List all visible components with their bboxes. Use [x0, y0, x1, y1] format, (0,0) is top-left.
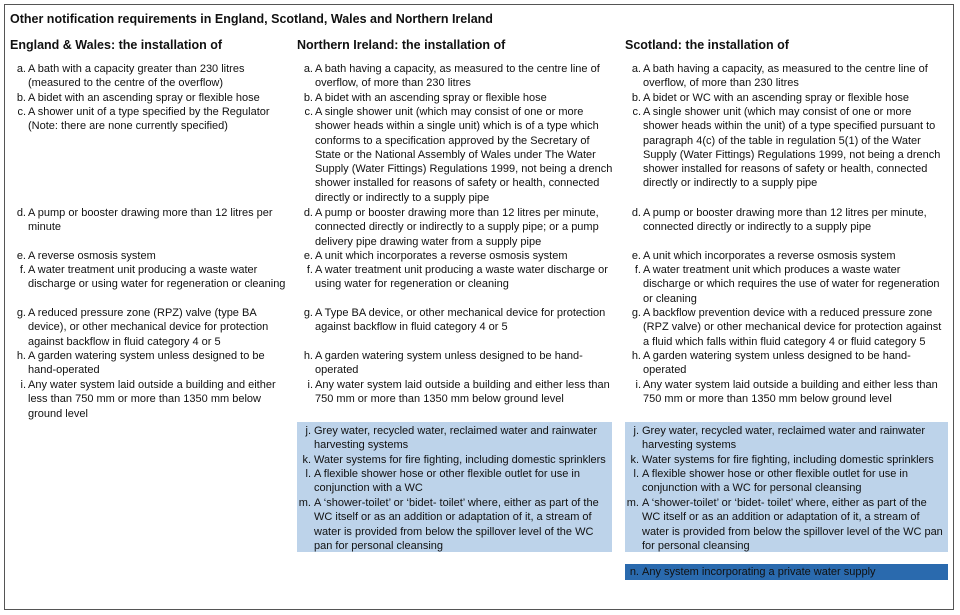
item-text: A backflow prevention device with a reduced pressure zone (RPZ valve) or other mechanical device for protection against a fluid which falls within fluid category 4 or fluid category 5 — [643, 307, 942, 348]
list-item — [625, 249, 948, 263]
item-marker: f. — [634, 264, 641, 276]
item-marker: i. — [307, 379, 313, 391]
list-item — [297, 249, 614, 263]
item-text: A flexible shower hose or other flexible outlet for use in conjunction with a WC for personal cleansing — [642, 468, 908, 495]
item-marker: h. — [631, 350, 641, 362]
list-item — [625, 306, 948, 349]
list-item — [297, 263, 614, 292]
list-item — [10, 263, 292, 292]
item-text: A garden watering system unless designed to be hand-operated — [315, 350, 583, 377]
page-title: Other notification requirements in England, Scotland, Wales and Northern Ireland — [10, 12, 493, 26]
item-text: A garden watering system unless designed to be hand-operated — [28, 350, 265, 377]
item-marker: g. — [303, 307, 313, 319]
item-text: A bath having a capacity, as measured to the centre line of overflow, of more than 230 litres — [315, 63, 600, 90]
list-item — [10, 249, 292, 263]
item-text: A ‘shower-toilet’ or ‘bidet- toilet’ where, either as part of the WC itself or as an addition or adaptation of it, a stream of water is provided from below the spillover level of the WC pan for personal cleansing — [642, 497, 943, 552]
item-text: A Type BA device, or other mechanical device for protection against backflow in fluid category 4 or 5 — [315, 307, 606, 334]
item-marker: b. — [631, 92, 641, 104]
list-item — [297, 453, 614, 467]
item-marker: n. — [629, 566, 639, 578]
list-item — [625, 206, 948, 235]
item-marker: m. — [298, 497, 311, 509]
item-text: Any system incorporating a private water supply — [642, 566, 876, 578]
item-text: A single shower unit (which may consist of one or more shower heads within the unit) of a type specified pursuant to paragraph 4(c) of the table in regulation 5(1) of the Water Supply (Water Fittings) Regulations 1999, not being a drench shower installed for reasons of safety or health, connected directly or indirectly to a supply pipe — [643, 106, 941, 190]
item-text: Any water system laid outside a building and either less than 750 mm or more than 1350 mm below ground level — [315, 379, 610, 406]
item-marker: g. — [16, 307, 26, 319]
item-marker: g. — [631, 307, 641, 319]
column-northern-ireland — [297, 38, 614, 552]
item-marker: b. — [16, 92, 26, 104]
list-item — [625, 91, 948, 105]
item-marker: e. — [303, 250, 313, 262]
item-marker: k. — [630, 454, 639, 466]
item-marker: d. — [16, 207, 26, 219]
item-marker: e. — [16, 250, 26, 262]
list-item — [10, 62, 292, 91]
item-text: A reverse osmosis system — [28, 250, 156, 262]
item-marker: i. — [635, 379, 641, 391]
item-marker: c. — [632, 106, 641, 118]
list-item — [625, 349, 948, 378]
item-text: A garden watering system unless designed to be hand-operated — [643, 350, 911, 377]
item-marker: j. — [633, 425, 639, 437]
item-marker: i. — [20, 379, 26, 391]
list-item — [625, 378, 948, 407]
item-text: A ‘shower-toilet’ or ‘bidet- toilet’ where, either as part of the WC itself or as an addition or adaptation of it, a stream of water is provided from below the spillover level of the WC pan for personal cleansing — [314, 497, 599, 552]
item-marker: h. — [16, 350, 26, 362]
column-heading: Scotland: the installation of — [625, 38, 789, 52]
item-text: A unit which incorporates a reverse osmosis system — [643, 250, 896, 262]
column-heading: Northern Ireland: the installation of — [297, 38, 506, 52]
column-england-wales — [10, 38, 292, 420]
item-marker: j. — [305, 425, 311, 437]
item-marker: f. — [19, 264, 26, 276]
item-marker: a. — [631, 63, 641, 75]
item-marker: a. — [16, 63, 26, 75]
item-text: A water treatment unit which produces a waste water discharge or which requires the use of water for regeneration or cleaning — [643, 264, 940, 305]
item-text: Any water system laid outside a building and either less than 750 mm or more than 1350 mm below ground level — [643, 379, 938, 406]
item-text: A bidet with an ascending spray or flexible hose — [28, 92, 260, 104]
list-item — [625, 62, 948, 91]
item-text: Any water system laid outside a building and either less than 750 mm or more than 1350 mm below ground level — [28, 379, 276, 420]
item-text: Grey water, recycled water, reclaimed water and rainwater harvesting systems — [314, 425, 598, 452]
item-marker: h. — [303, 350, 313, 362]
item-text: Water systems for fire fighting, including domestic sprinklers — [642, 454, 934, 466]
list-item — [625, 263, 948, 306]
item-text: A bath having a capacity, as measured to the centre line of overflow, of more than 230 litres — [643, 63, 928, 90]
item-marker: k. — [302, 454, 311, 466]
list-item — [10, 349, 292, 378]
list-item — [297, 62, 614, 91]
list-item — [10, 206, 292, 235]
list-item — [10, 378, 292, 421]
item-marker: m. — [626, 497, 639, 509]
item-marker: d. — [303, 207, 313, 219]
item-text: Grey water, recycled water, reclaimed water and rainwater harvesting systems — [642, 425, 926, 452]
item-marker: c. — [17, 106, 26, 118]
item-text: A pump or booster drawing more than 12 litres per minute — [28, 207, 273, 234]
list-item — [625, 565, 948, 579]
list-item — [10, 306, 292, 349]
item-text: A pump or booster drawing more than 12 litres per minute, connected directly or indirectly to a supply pipe — [643, 207, 927, 234]
list-item — [625, 496, 948, 553]
item-text: A water treatment unit producing a waste water discharge or using water for regeneration or cleaning — [315, 264, 608, 291]
list-item — [625, 424, 948, 453]
list-item — [297, 378, 614, 407]
list-item — [10, 105, 292, 134]
item-text: A bidet or WC with an ascending spray or flexible hose — [643, 92, 909, 104]
item-marker: c. — [304, 106, 313, 118]
item-text: A reduced pressure zone (RPZ) valve (type BA device), or other mechanical device for protection against backflow in fluid category 4 or 5 — [28, 307, 269, 348]
list-item — [297, 467, 614, 496]
item-text: A flexible shower hose or other flexible outlet for use in conjunction with a WC — [314, 468, 580, 495]
list-item — [297, 206, 614, 249]
item-text: A unit which incorporates a reverse osmosis system — [315, 250, 568, 262]
item-marker: l. — [305, 468, 311, 480]
item-marker: a. — [303, 63, 313, 75]
list-item — [297, 349, 614, 378]
item-marker: e. — [631, 250, 641, 262]
list-item — [297, 105, 614, 205]
item-marker: f. — [306, 264, 313, 276]
list-item — [297, 306, 614, 335]
list-item — [625, 105, 948, 191]
item-text: Water systems for fire fighting, including domestic sprinklers — [314, 454, 606, 466]
item-text: A pump or booster drawing more than 12 litres per minute, connected directly or indirectly to a supply pipe; or a pump delivery pipe drawing water from a supply pipe — [315, 207, 599, 248]
item-marker: d. — [631, 207, 641, 219]
list-item — [297, 91, 614, 105]
column-scotland — [625, 38, 948, 578]
item-text: A shower unit of a type specified by the Regulator (Note: there are none currently specified) — [28, 106, 270, 133]
item-text: A bidet with an ascending spray or flexible hose — [315, 92, 547, 104]
list-item — [625, 453, 948, 467]
list-item — [297, 496, 614, 553]
item-marker: l. — [633, 468, 639, 480]
item-text: A water treatment unit producing a waste water discharge or using water for regeneration or cleaning — [28, 264, 286, 291]
list-item — [297, 424, 614, 453]
item-text: A bath with a capacity greater than 230 litres (measured to the centre of the overflow) — [28, 63, 245, 90]
column-heading: England & Wales: the installation of — [10, 38, 223, 52]
item-marker: b. — [303, 92, 313, 104]
item-text: A single shower unit (which may consist of one or more shower heads within a single unit) which is of a type which conforms to a specification approved by the Secretary of State or the National Assembly of Wales under The Water Supply (Water Fittings) Regulations 1999, not being a drench shower installed for reasons of safety or health, connected directly or indirectly to a supply pipe — [315, 106, 613, 204]
list-item — [10, 91, 292, 105]
list-item — [625, 467, 948, 496]
